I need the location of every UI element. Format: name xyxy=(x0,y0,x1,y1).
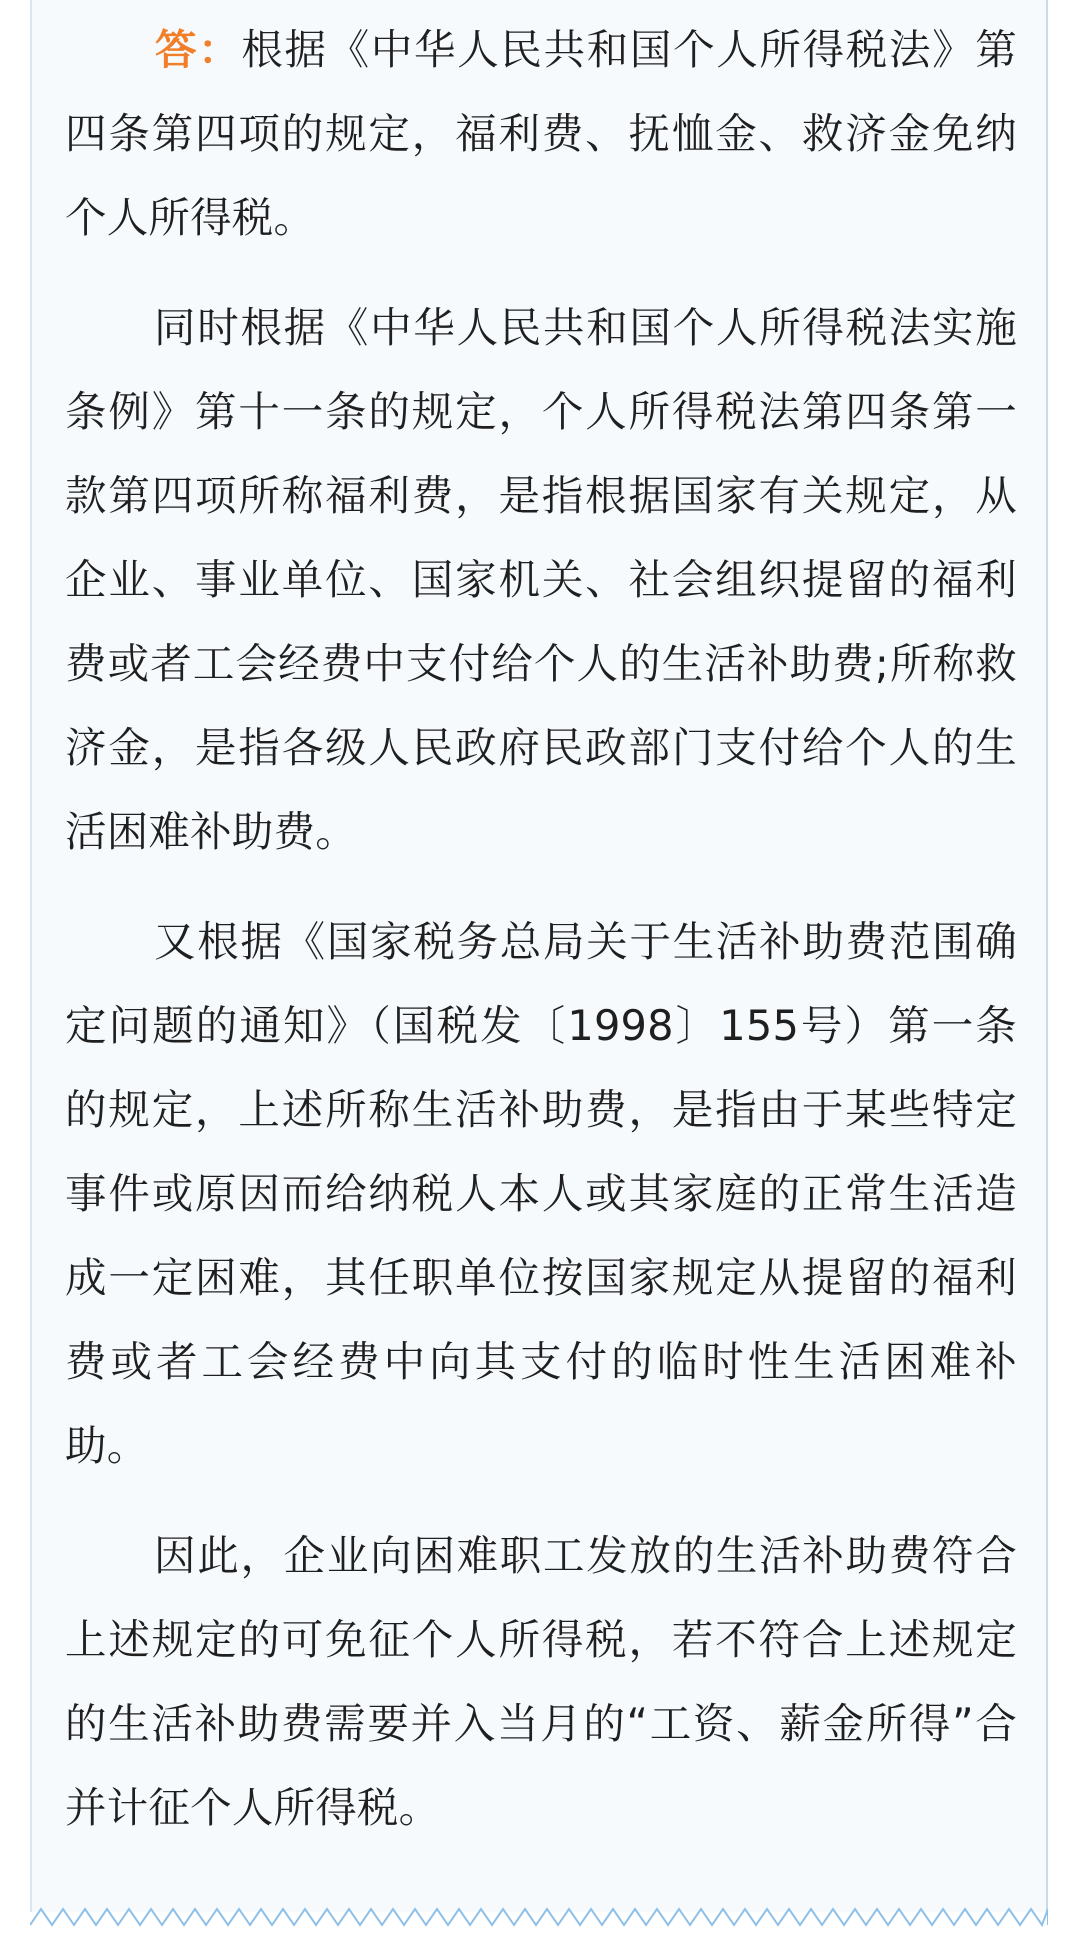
answer-card xyxy=(30,0,1048,1912)
answer-label: 答： xyxy=(155,25,242,74)
answer-paragraph-3: 又根据《国家税务总局关于生活补助费范围确定问题的通知》（国税发〔1998〕155号）第一条的规定，上述所称生活补助费，是指由于某些特定事件或原因而给纳税人本人或其家庭的正常生活造成一定困难，其任职单位按国家规定从提留的福利费或者工会经费中向其支付的临时性生活困难补助。 xyxy=(65,917,1017,1470)
paragraph-text-1: 根据《中华人民共和国个人所得税法》第四条第四项的规定，福利费、抚恤金、救济金免纳个人所得税。 xyxy=(65,25,1017,242)
wave-line xyxy=(30,1909,1048,1925)
answer-content xyxy=(65,8,1017,1850)
answer-paragraph-2: 同时根据《中华人民共和国个人所得税法实施条例》第十一条的规定，个人所得税法第四条第一款第四项所称福利费，是指根据国家有关规定，从企业、事业单位、国家机关、社会组织提留的福利费或者工会经费中支付给个人的生活补助费;所称救济金，是指各级人民政府民政部门支付给个人的生活困难补助费。 xyxy=(65,303,1017,856)
wavy-bottom-border xyxy=(30,1901,1048,1929)
answer-paragraph-4: 因此，企业向困难职工发放的生活补助费符合上述规定的可免征个人所得税，若不符合上述规定的生活补助费需要并入当月的“工资、薪金所得”合并计征个人所得税。 xyxy=(65,1531,1017,1832)
answer-paragraph-1 xyxy=(65,8,1017,260)
